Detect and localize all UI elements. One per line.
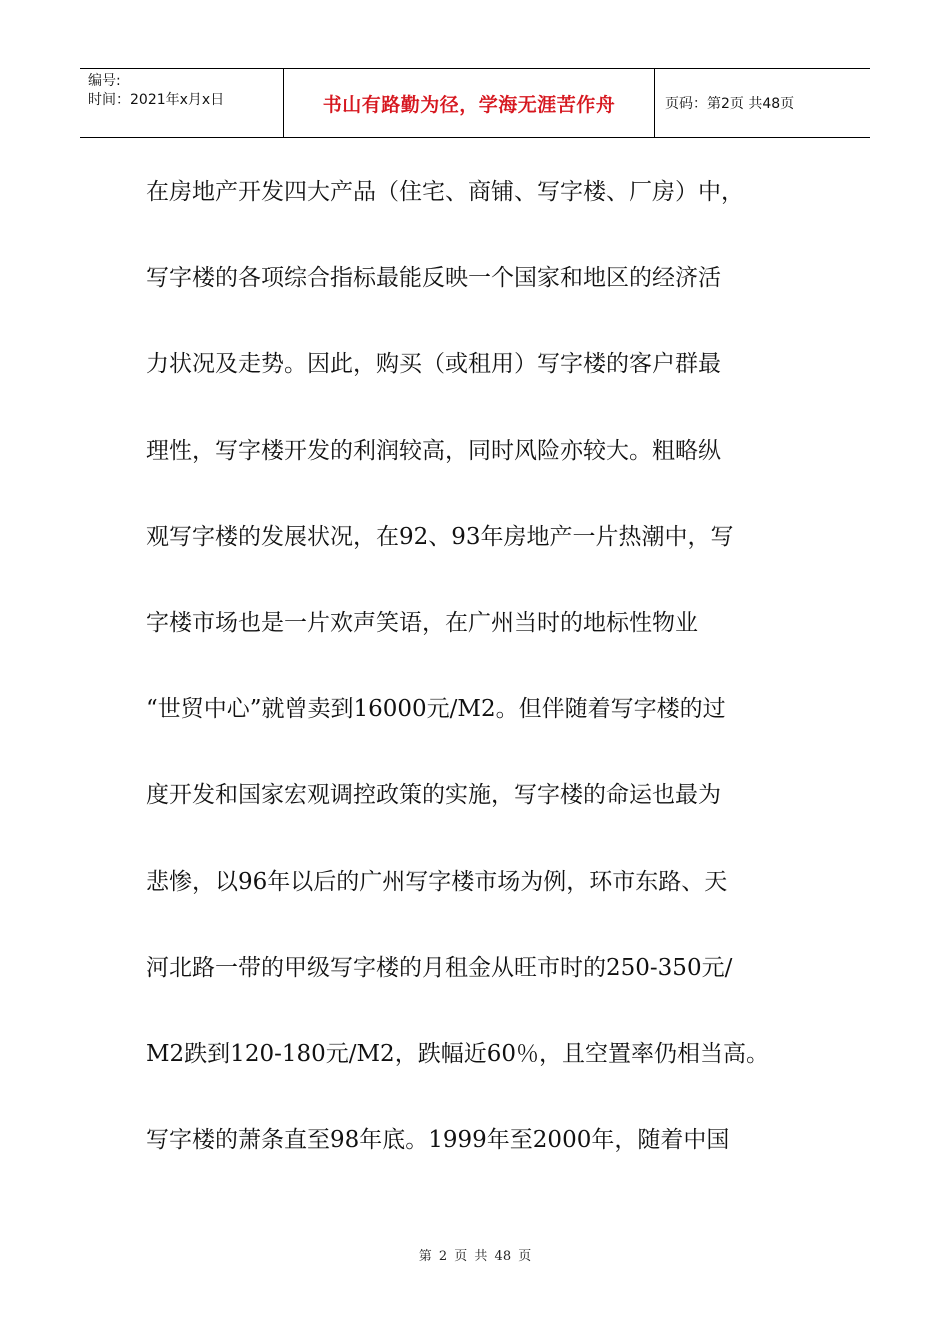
page-footer: 第 2 页 共 48 页 [418, 1249, 532, 1264]
header-motto: 书山有路勤为径，学海无涯苦作舟 [283, 69, 655, 137]
body-line: 写字楼的各项综合指标最能反映一个国家和地区的经济活 [146, 265, 721, 292]
body-text [146, 160, 806, 1194]
body-line: 悲惨，以96年以后的广州写字楼市场为例，环市东路、天 [146, 868, 728, 895]
body-line: 河北路一带的甲级写字楼的月租金从旺市时的250-350元/ [146, 954, 733, 981]
date-line: 时间：2021年x月x日 [88, 92, 225, 108]
body-line: 度开发和国家宏观调控政策的实施，写字楼的命运也最为 [146, 782, 721, 809]
body-line: 观写字楼的发展状况，在92、93年房地产一片热潮中，写 [146, 523, 734, 550]
body-line: 写字楼的萧条直至98年底。1999年至2000年，随着中国 [146, 1127, 730, 1154]
body-line: 力状况及走势。因此，购买（或租用）写字楼的客户群最 [146, 351, 721, 378]
body-line: “世贸中心”就曾卖到16000元/M2。但伴随着写字楼的过 [146, 696, 726, 723]
body-line: 字楼市场也是一片欢声笑语，在广州当时的地标性物业 [146, 609, 698, 636]
number-label: 编号: [88, 73, 121, 89]
body-line: 在房地产开发四大产品（住宅、商铺、写字楼、厂房）中， [146, 179, 744, 205]
body-line: M2跌到120-180元/M2，跌幅近60％，且空置率仍相当高。 [146, 1040, 769, 1067]
header-meta [80, 69, 283, 137]
header-page-info: 页码：第2页 共48页 [665, 96, 795, 112]
page-header [80, 68, 870, 138]
body-line: 理性，写字楼开发的利润较高，同时风险亦较大。粗略纵 [146, 437, 721, 464]
